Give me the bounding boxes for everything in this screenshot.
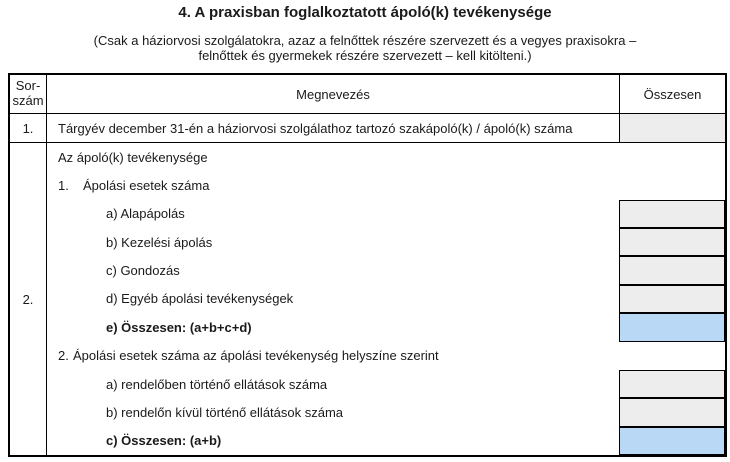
subrow-kezelesi-apolas bbox=[47, 228, 725, 256]
subrow-label: b) rendelőn kívül történő ellátások száma bbox=[106, 404, 344, 420]
subrow-label: b) Kezelési ápolás bbox=[106, 234, 213, 250]
section1-number: 1. bbox=[58, 178, 69, 194]
subrow-label: e) Összesen: (a+b+c+d) bbox=[106, 319, 252, 335]
header-osszesen-label: Összesen bbox=[643, 86, 702, 102]
total-cell-section2[interactable] bbox=[619, 427, 725, 455]
subrow-label: Ápolási esetek száma az ápolási tevékenység helyszíne szerint bbox=[73, 348, 439, 364]
subrow-label: d) Egyéb ápolási tevékenységek bbox=[106, 291, 294, 307]
input-cell-gondozas[interactable] bbox=[619, 256, 725, 284]
table-row-2 bbox=[10, 143, 725, 455]
row1-number: 1. bbox=[10, 114, 47, 142]
header-sorszam-line1: Sor- bbox=[15, 78, 41, 94]
subrow-osszesen-2 bbox=[47, 427, 725, 455]
subrow-section1-heading bbox=[47, 171, 725, 199]
page-title: 4. A praxisban foglalkoztatott ápoló(k) tevékenysége bbox=[178, 4, 552, 21]
row1-label: Tárgyév december 31-én a háziorvosi szolgálathoz tartozó szakápoló(k) / ápoló(k) száma bbox=[58, 120, 573, 136]
subtitle-line-1: (Csak a háziorvosi szolgálatokra, azaz a felnőttek részére szervezett és a vegyes praxisokra – bbox=[93, 33, 637, 48]
subrow-label: a) Alapápolás bbox=[106, 206, 185, 222]
subrow-label: Az ápoló(k) tevékenysége bbox=[58, 149, 208, 165]
input-cell-rendelon-kivul[interactable] bbox=[619, 398, 725, 426]
page-subtitle bbox=[0, 34, 730, 63]
subtitle-line-2: felnőttek és gyermekek részére szervezett – kell kitölteni.) bbox=[198, 47, 532, 63]
subrow-label: Ápolási esetek száma bbox=[83, 178, 210, 194]
subrow-gondozas bbox=[47, 256, 725, 284]
input-cell-rendeloben[interactable] bbox=[619, 370, 725, 398]
subrow-alapapolas bbox=[47, 200, 725, 228]
row1-input-cell[interactable] bbox=[619, 114, 725, 142]
input-cell-alapapolas[interactable] bbox=[619, 200, 725, 228]
subrow-label: a) rendelőben történő ellátások száma bbox=[106, 376, 328, 392]
table-row-1 bbox=[10, 114, 725, 143]
subrow-section2-heading bbox=[47, 342, 725, 370]
subrow-egyeb-tevekenysegek bbox=[47, 285, 725, 313]
table-header-row bbox=[10, 75, 725, 114]
row2-number: 2. bbox=[10, 143, 47, 455]
header-cell-megnevezes bbox=[47, 75, 619, 113]
subrow-rendeloben bbox=[47, 370, 725, 398]
header-cell-osszesen bbox=[619, 75, 725, 113]
subrow-osszesen-1 bbox=[47, 313, 725, 341]
input-cell-kezelesi-apolas[interactable] bbox=[619, 228, 725, 256]
subrow-label: c) Összesen: (a+b) bbox=[106, 433, 222, 449]
section2-number: 2. bbox=[58, 348, 69, 364]
input-cell-egyeb-tevekenysegek[interactable] bbox=[619, 285, 725, 313]
form-table bbox=[8, 73, 727, 457]
header-sorszam-line2: szám bbox=[12, 93, 44, 108]
subrow-rendelon-kivul bbox=[47, 398, 725, 426]
subrow-label: c) Gondozás bbox=[106, 263, 180, 279]
header-megnevezes-label: Megnevezés bbox=[296, 86, 370, 102]
total-cell-section1[interactable] bbox=[619, 313, 725, 341]
row2-content bbox=[47, 143, 725, 455]
subrow-activity-heading bbox=[47, 143, 725, 171]
header-cell-sorszam bbox=[10, 75, 47, 113]
